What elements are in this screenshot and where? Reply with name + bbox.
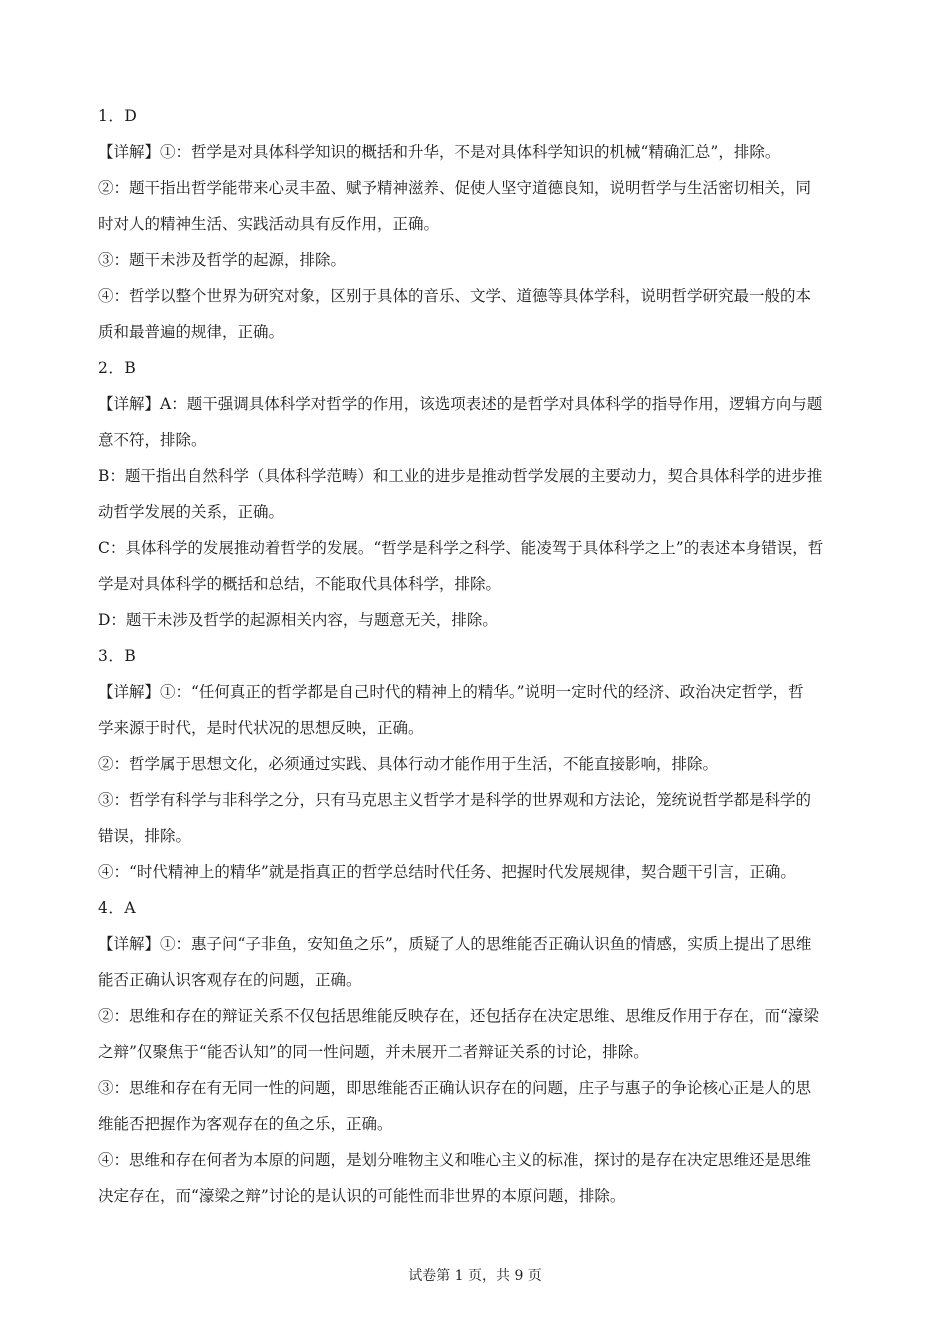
answer-3-label: 3．B — [98, 647, 137, 665]
q2-line-1: 【详解】A：题干强调具体科学对哲学的作用，该选项表述的是哲学对具体科学的指导作用，逻辑方向与题 — [98, 395, 823, 413]
q4-line-5: ③：思维和存在有无同一性的问题，即思维能否正确认识存在的问题，庄子与惠子的争论核心正是人的思 — [98, 1079, 812, 1097]
q2-line-2: 意不符，排除。 — [98, 431, 207, 449]
q4-line-2: 能否正确认识客观存在的问题，正确。 — [98, 971, 362, 989]
q4-line-1: 【详解】①：惠子问“子非鱼，安知鱼之乐”，质疑了人的思维能否正确认识鱼的情感，实质上提出了思维 — [98, 935, 812, 953]
q2-line-7: D：题干未涉及哲学的起源相关内容，与题意无关，排除。 — [98, 611, 498, 629]
q1-line-4: ③：题干未涉及哲学的起源，排除。 — [98, 251, 347, 269]
answer-2-label: 2．B — [98, 359, 137, 377]
q3-line-4: ③：哲学有科学与非科学之分，只有马克思主义哲学才是科学的世界观和方法论，笼统说哲学都是科学的 — [98, 791, 812, 809]
q4-line-8: 决定存在，而“濠梁之辩”讨论的是认识的可能性而非世界的本原问题，排除。 — [98, 1187, 626, 1205]
q1-line-6: 质和最普遍的规律，正确。 — [98, 323, 285, 341]
q1-line-5: ④：哲学以整个世界为研究对象，区别于具体的音乐、文学、道德等具体学科，说明哲学研究最一般的本 — [98, 287, 812, 305]
q4-line-7: ④：思维和存在何者为本原的问题，是划分唯物主义和唯心主义的标准，探讨的是存在决定思维还是思维 — [98, 1151, 812, 1169]
answer-content — [98, 98, 858, 1214]
q4-line-6: 维能否把握作为客观存在的鱼之乐，正确。 — [98, 1115, 393, 1133]
q4-line-4: 之辩”仅聚焦于“能否认知”的同一性问题，并未展开二者辩证关系的讨论，排除。 — [98, 1043, 649, 1061]
q2-line-6: 学是对具体科学的概括和总结，不能取代具体科学，排除。 — [98, 575, 502, 593]
q3-line-3: ②：哲学属于思想文化，必须通过实践、具体行动才能作用于生活，不能直接影响，排除。 — [98, 755, 719, 773]
answer-4-label: 4．A — [98, 899, 137, 917]
q1-line-1: 【详解】①：哲学是对具体科学知识的概括和升华，不是对具体科学知识的机械“精确汇总”，排除。 — [98, 143, 781, 161]
q2-line-3: B：题干指出自然科学（具体科学范畴）和工业的进步是推动哲学发展的主要动力，契合具体科学的进步推 — [98, 467, 823, 485]
q1-line-3: 时对人的精神生活、实践活动具有反作用，正确。 — [98, 215, 440, 233]
q2-line-4: 动哲学发展的关系，正确。 — [98, 503, 285, 521]
answer-1-label: 1．D — [98, 107, 138, 125]
page-footer: 试卷第 1 页，共 9 页 — [408, 1268, 542, 1284]
q3-line-5: 错误，排除。 — [98, 827, 192, 845]
q2-line-5: C：具体科学的发展推动着哲学的发展。“哲学是科学之科学、能凌驾于具体科学之上”的表述本身错误，哲 — [98, 539, 824, 557]
q1-line-2: ②：题干指出哲学能带来心灵丰盈、赋予精神滋养、促使人坚守道德良知，说明哲学与生活密切相关，同 — [98, 179, 812, 197]
q4-line-3: ②：思维和存在的辩证关系不仅包括思维能反映存在，还包括存在决定思维、思维反作用于存在，而“濠梁 — [98, 1007, 819, 1025]
q3-line-6: ④：“时代精神上的精华”就是指真正的哲学总结时代任务、把握时代发展规律，契合题干引言，正确。 — [98, 863, 796, 881]
q3-line-2: 学来源于时代，是时代状况的思想反映，正确。 — [98, 719, 424, 737]
q3-line-1: 【详解】①：“任何真正的哲学都是自己时代的精神上的精华。”说明一定时代的经济、政治决定哲学，哲 — [98, 683, 804, 701]
